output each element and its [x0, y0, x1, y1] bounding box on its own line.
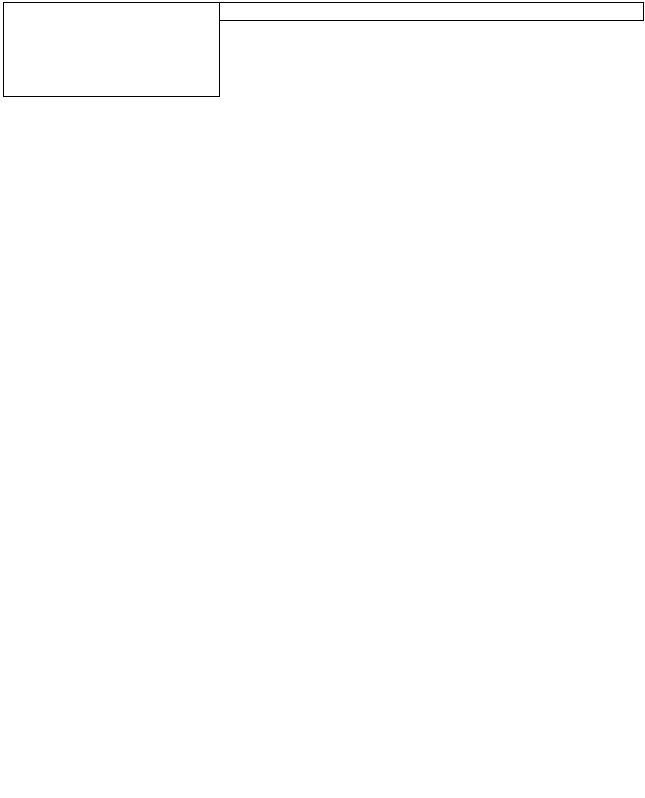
io-parts-header: [4, 3, 220, 97]
control-items-header: [220, 3, 644, 21]
control-matrix-table: [3, 2, 644, 97]
